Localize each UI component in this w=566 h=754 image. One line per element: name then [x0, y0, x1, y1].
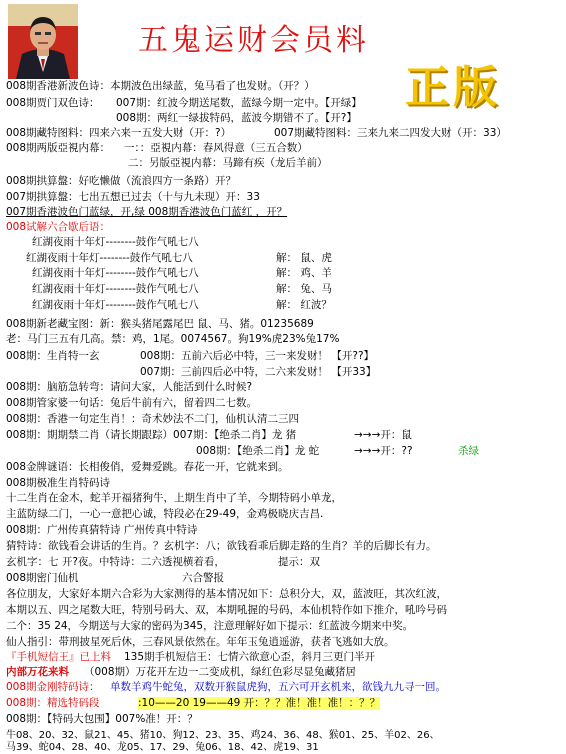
- treasure-map-new: 008期新老藏宝图：新：猴头猪尾露尾巴 鼠、马、猪。01235689: [6, 318, 314, 330]
- hk-color-poem: 008期香港新波色诗：本期波色出绿蓝，兔马看了也发财。（开？）: [6, 80, 315, 92]
- page-title: 五鬼运财会员料: [138, 23, 369, 58]
- hidden-map-008: 008期藏特图料：四来六来一五发大财（开：?）: [6, 127, 232, 139]
- immortal-guide: 仙人指引：带刑披星死后休，三春风景依然在。年年玉兔逍遥游，获者飞逃如大放。: [6, 636, 395, 648]
- ban-two-007-result: →→→开：鼠: [354, 429, 412, 441]
- portrait-photo: [8, 4, 78, 79]
- riddle-line-4: 红湖夜雨十年灯--------鼓作气吼七八: [32, 283, 199, 295]
- alert-para-3: 二个：35 24，今期送与大家的密码为345，注意理解好如下提示：红蓝波今期来中奖。: [6, 620, 414, 632]
- hint-double: 提示：双: [278, 556, 320, 568]
- guangzhou-fax: 008期：广州传真猜特诗 广州传真中特诗: [6, 524, 198, 536]
- riddle-answer-4: 解： 兔、马: [276, 283, 332, 295]
- atv-inside-2: 二：另版亞視内幕：马蹄有疾（龙后羊前）: [128, 157, 328, 169]
- sms-king-text: 135期手机短信王：七情六欲意心歪，斜月三更门半开: [124, 651, 376, 663]
- riddle-answer-5: 解： 红波？: [276, 299, 332, 311]
- genuine-stamp: 正版: [405, 62, 501, 113]
- secret-door-title: 008期密门仙机: [6, 572, 79, 584]
- jia-door-poem-008: 008期：两红一绿拔特码，蓝波今期错不了。【开?】: [116, 112, 357, 124]
- riddle-line-3: 红湖夜雨十年灯--------鼓作气吼七八: [32, 267, 199, 279]
- jia-door-poem-007: 007期：红波今期送尾数，蓝绿今期一定中。【开绿】: [116, 97, 362, 109]
- atv-inside-1: 一：：亞視内幕：春风得意（三五合数）: [124, 142, 308, 154]
- zodiac-special-label: 008期：生肖特一玄: [6, 350, 100, 362]
- big-surround-title: 008期：【特码大包围】007%准！开：？: [6, 713, 198, 725]
- diamond-poem-label: 008期金刚特码诗：: [6, 681, 100, 693]
- hidden-map-007: 007期藏特图料：三来九来二四发大财（开：33）: [274, 127, 507, 139]
- alert-para-2: 本期以五、四之尾数大旺，特别号码大、双，本期吼握的号码，本仙机特作如下推介，吼吟号码: [6, 604, 447, 616]
- lotto-alert: 六合警报: [182, 572, 224, 584]
- big-surround-row-1: 牛08、20、32、鼠21、45、猪10、狗12、23、35、鸡24、36、48、猴01、25、羊02、26、: [6, 730, 440, 741]
- riddle-answer-2: 解： 鼠、虎: [276, 252, 332, 264]
- kill-green-note: 杀绿: [458, 445, 479, 457]
- zodiac-poem-title: 008期极准生肖特码诗: [6, 477, 111, 489]
- zodiac-poem-2: 主蓝防绿二门，一心一意把心诚，特段必在29-49，金鸡极晓庆吉昌.: [6, 508, 324, 520]
- riddle-answer-3: 解： 鸡、羊: [276, 267, 332, 279]
- riddle-line-1: 红湖夜雨十年灯--------鼓作气吼七八: [32, 236, 199, 248]
- ban-two-007: 008期：期期禁二肖（请长期跟踪）007期：【绝杀二肖】龙 猪: [6, 429, 297, 441]
- selected-range-values: :10——20 19——49 开：？？准！准！准！：？？: [138, 697, 381, 709]
- abacus-007: 007期拱算盤：七出五想已过去（十与九未现）开：33: [6, 191, 260, 203]
- guess-poem: 猜特诗：欲钱看会讲话的生肖。？玄机字：八；欲钱看乖后脚走路的生肖？羊的后脚长有力。: [6, 540, 437, 552]
- diamond-poem-text: 单数羊鸡牛蛇兔，双数开猴鼠虎狗，五六可开玄机来，欲钱九九寻一回。: [110, 681, 446, 693]
- riddle-line-2: 红湖夜雨十年灯--------鼓作气吼七八: [26, 252, 193, 264]
- ban-two-008: 008期：【绝杀二肖】龙 蛇: [196, 445, 320, 457]
- atv-inside-label: 008期两版亞視内幕：: [6, 142, 111, 154]
- zodiac-special-008: 008期：五前六后必中特，三一来发财！ 【开??】: [140, 350, 375, 362]
- abacus-008: 008期拱算盤：好吃懒做（流浪四方一条路）开？: [6, 175, 237, 187]
- housekeeper-line: 008期管家婆一句话：兔后牛前有六，留着四二七数。: [6, 397, 258, 409]
- riddle-section-title: 008试解六合歇后语：: [6, 221, 111, 233]
- portrait-illustration: [8, 4, 78, 79]
- mystery-word: 玄机字：七 开?夜。中特诗：二六透视横着看，: [6, 556, 225, 568]
- wanhua-text: （008期）万花开左边一二变成机，绿红色彩尽显兔藏猪居: [84, 666, 357, 678]
- gold-riddle: 008金牌谜语：长相俊俏，爱舞爱跳。春花一开，它就来到。: [6, 461, 289, 473]
- brain-teaser: 008期：脑筋急转弯：请问大家，人能活到什么时候?: [6, 381, 253, 393]
- hk-zodiac-line: 008期：香港一句定生肖！：奇术妙法不二门，仙机认清二三四: [6, 413, 300, 425]
- riddle-line-5: 红湖夜雨十年灯--------鼓作气吼七八: [32, 299, 199, 311]
- jia-door-label: 008期贾门双色诗：: [6, 97, 100, 109]
- selected-range-label: 008期：精选特码段: [6, 697, 100, 709]
- treasure-map-old: 老：马门三五有几高。禁：鸡，1尾。0074567。狗19%虎23%兔17%: [6, 333, 340, 345]
- zodiac-special-007: 007期：三前四后必中特，二六来发财！ 【开33】: [140, 366, 377, 378]
- zodiac-poem-1: 十二生肖在金木，蛇羊开福猪狗牛，上期生肖中了羊，今期特码小单龙，: [6, 492, 342, 504]
- hk-color-door: 007期香港波色门蓝绿，开,绿 008期香港波色门蓝红 ，开？: [6, 206, 288, 218]
- ban-two-008-result: →→→开：??: [354, 445, 413, 457]
- wanhua-label: 内部万花来料: [6, 666, 69, 678]
- alert-para-1: 各位朋友，大家好本期六合彩为大家测得的基本情况如下：总积分大，双，蓝波旺，其次红波，: [6, 588, 447, 600]
- big-surround-row-2: 马39、蛇04、28、40、龙05、17、29、兔06、18、42、虎19、31: [6, 742, 319, 753]
- sms-king-label: 『手机短信王』已上料: [6, 651, 111, 663]
